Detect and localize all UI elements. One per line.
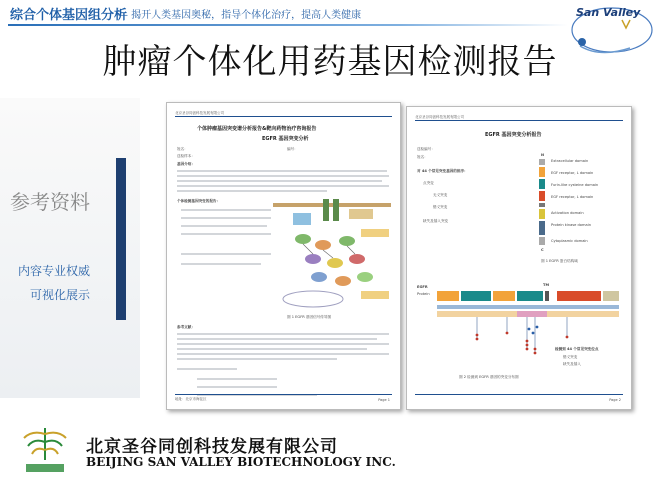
doc2-fig1-caption: 图 1 EGFR 蛋白结构域 xyxy=(541,259,578,263)
text-line xyxy=(181,233,271,235)
legend-indel: 缺失及插入 xyxy=(563,362,581,366)
doc1-field-name: 姓名： xyxy=(177,147,188,151)
doc1-footer-rule xyxy=(175,394,392,395)
signaling-pathway-diagram-icon xyxy=(273,199,391,311)
domain-c-label: C xyxy=(541,248,544,252)
doc2-item-nonsense: 无义突变 xyxy=(433,193,448,197)
domain-n-label: N xyxy=(541,153,545,157)
doc1-intro-heading: 基因介绍： xyxy=(177,162,195,166)
doc1-drug-heading: 个体检测基因突变的报告： xyxy=(177,199,221,203)
doc2-title: EGFR 基因突变分析报告 xyxy=(485,132,542,138)
legend-title: 检测到 44 个常见突变位点 xyxy=(555,347,599,351)
logo-text: San Valley xyxy=(576,6,641,19)
domain-cytoplasmic: Cytoplasmic domain xyxy=(551,239,588,243)
reference-label: 参考资料 xyxy=(10,190,90,214)
text-line xyxy=(181,225,267,227)
mutation-distribution-diagram-icon xyxy=(417,289,623,369)
doc2-item-point: 点突变 xyxy=(423,181,434,185)
text-line xyxy=(181,209,271,211)
domain-furin: Furin-like cysteine domain xyxy=(551,183,599,187)
doc1-subtitle: EGFR 基因突变分析 xyxy=(262,136,309,142)
text-line xyxy=(177,348,367,350)
text-line xyxy=(177,185,389,187)
doc1-field-sample: 送检样本： xyxy=(177,154,195,158)
doc1-header: 北京圣谷同创科技发展有限公司 xyxy=(175,111,224,115)
text-line xyxy=(177,338,377,340)
company-logo-icon xyxy=(12,424,78,476)
text-line xyxy=(197,378,277,380)
text-line xyxy=(177,175,389,177)
doc1-figure-caption: 图 1 EGFR 基因信号传导图 xyxy=(287,315,332,319)
domain-l-1: EGF receptor, L domain xyxy=(551,171,594,175)
report-page-1 xyxy=(166,102,401,410)
domain-l-2: EGF receptor, L domain xyxy=(551,195,594,199)
text-line xyxy=(181,253,271,255)
doc2-header: 北京圣谷同创科技发展有限公司 xyxy=(415,115,464,119)
company-name-cn: 北京圣谷同创科技发展有限公司 xyxy=(86,437,338,457)
header-divider xyxy=(8,24,568,26)
doc1-field-id: 编号： xyxy=(287,147,298,151)
doc2-header-rule xyxy=(415,120,623,121)
doc1-header-rule xyxy=(175,116,392,117)
page-title: 肿瘤个体化用药基因检测报告 xyxy=(102,42,558,82)
protein-track-label: Protein xyxy=(417,292,430,296)
text-line xyxy=(177,368,237,370)
text-line xyxy=(177,358,337,360)
text-line xyxy=(177,170,387,172)
egfr-track-label: EGFR xyxy=(417,285,428,289)
domain-kinase: Protein kinase domain xyxy=(551,223,591,227)
tm-label: TM xyxy=(543,283,550,287)
report-page-2 xyxy=(406,106,632,410)
text-line xyxy=(177,353,389,355)
doc2-item-missense: 错义突变 xyxy=(433,205,448,209)
doc2-field-name: 姓名： xyxy=(417,155,428,159)
doc1-page-number: Page 1 xyxy=(378,398,390,402)
text-line xyxy=(177,190,327,192)
text-line xyxy=(177,343,389,345)
domain-activation: Activation domain xyxy=(551,211,584,215)
doc2-page-number: Page 2 xyxy=(609,398,621,402)
doc2-fig2-caption: 图 2 检测到 EGFR 基因的突变分布图 xyxy=(459,375,519,379)
text-line xyxy=(197,386,277,388)
text-line xyxy=(181,217,271,219)
doc1-title: 个体肿瘤基因突变谱分析报告&靶向药物治疗咨询报告 xyxy=(197,126,317,132)
text-line xyxy=(177,333,389,335)
text-line xyxy=(181,263,261,265)
doc2-list-title: 对 44 个常见突变基因的排序： xyxy=(417,169,468,173)
left-accent-bar xyxy=(116,158,126,320)
header-slogan: — 揭开人类基因奥秘，指导个体化治疗，提高人类健康 xyxy=(118,10,362,21)
domain-extracellular: Extracellular domain xyxy=(551,159,589,163)
doc2-item-indel: 缺失及插入突变 xyxy=(423,219,449,223)
text-line xyxy=(177,180,382,182)
doc2-field-id: 送检编号： xyxy=(417,147,435,151)
legend-missense: 错义突变 xyxy=(563,355,578,359)
doc1-refs-heading: 参考文献： xyxy=(177,325,195,329)
doc1-footer: 地址：北京市海淀区 xyxy=(175,397,207,401)
header-title: 综合个体基因组分析 xyxy=(10,8,128,23)
company-name-en: BEIJING SAN VALLEY BIOTECHNOLOGY INC. xyxy=(86,455,396,469)
feature-line-2: 可视化展示 xyxy=(30,288,91,302)
feature-line-1: 内容专业权威 xyxy=(18,264,91,278)
doc2-footer-rule xyxy=(415,394,623,395)
